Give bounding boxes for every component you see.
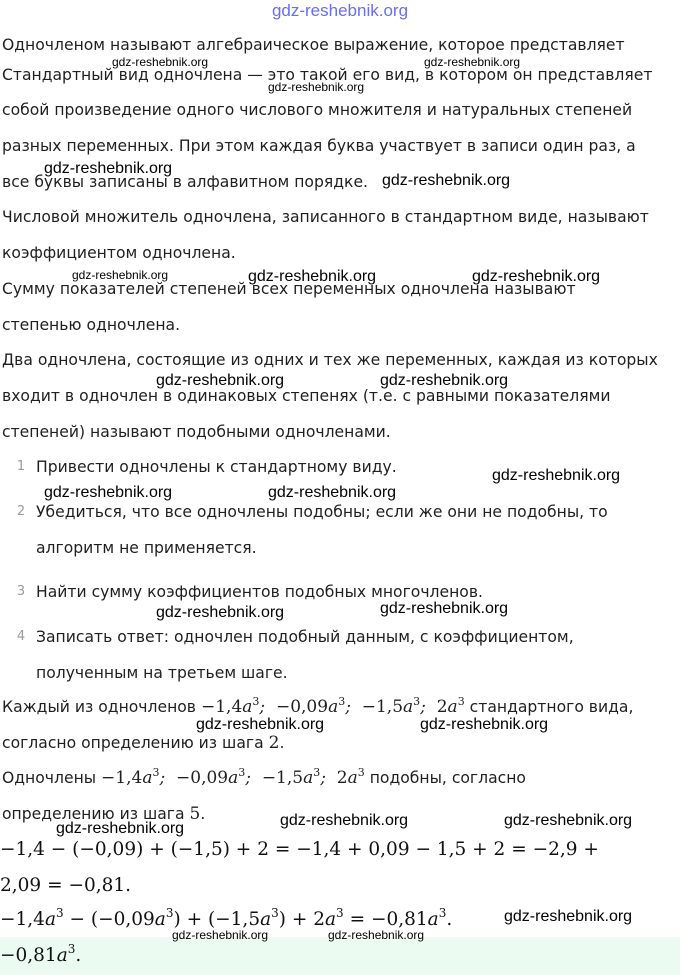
answer-line: $-0,81a^3$. xyxy=(0,942,82,966)
step-number: 1 xyxy=(16,459,26,474)
expression-line: $-1,4a^3 - (-0,09a^3) + (-1,5a^3) + 2a^3 = -0,81a^3$. xyxy=(0,906,453,930)
step-text: Записать ответ: одночлен подобный данным, с коэффициентом, xyxy=(36,628,574,646)
watermark: gdz-reshebnik.org xyxy=(196,716,325,733)
calculation-line: 2,09 = −0,81. xyxy=(0,875,132,896)
watermark: gdz-reshebnik.org xyxy=(268,484,397,501)
watermark: gdz-reshebnik.org xyxy=(44,484,173,501)
watermark: gdz-reshebnik.org xyxy=(56,820,185,837)
step-number: 4 xyxy=(16,629,26,644)
definition-line: коэффициентом одночлена. xyxy=(2,244,236,262)
watermark: gdz-reshebnik.org xyxy=(72,268,169,282)
step-number: 2 xyxy=(16,504,26,519)
watermark: gdz-reshebnik.org xyxy=(492,467,621,484)
definition-line: степенью одночлена. xyxy=(2,316,181,334)
watermark: gdz-reshebnik.org xyxy=(172,928,269,942)
step-text: алгоритм не применяется. xyxy=(36,539,257,557)
watermark: gdz-reshebnik.org xyxy=(280,812,409,829)
definition-line: разных переменных. При этом каждая буква участвует в записи один раз, а xyxy=(2,137,636,155)
watermark: gdz-reshebnik.org xyxy=(248,268,377,285)
solution-line: определению из шага 5. xyxy=(2,804,206,824)
watermark: gdz-reshebnik.org xyxy=(504,908,633,925)
definition-line: Сумму показателей степеней всех переменных одночлена называют xyxy=(2,280,576,298)
definition-line: Стандартный вид одночлена — это такой его вид, в котором он представляет xyxy=(2,66,653,84)
watermark: gdz-reshebnik.org xyxy=(504,812,633,829)
watermark: gdz-reshebnik.org xyxy=(380,372,509,389)
watermark: gdz-reshebnik.org xyxy=(472,268,601,285)
watermark: gdz-reshebnik.org xyxy=(328,928,425,942)
watermark: gdz-reshebnik.org xyxy=(156,372,285,389)
step-text: Убедиться, что все одночлены подобны; если же они не подобны, то xyxy=(36,503,608,521)
definition-line: собой произведение одного числового множителя и натуральных степеней xyxy=(2,101,633,119)
definition-line: степеней) называют подобными одночленами. xyxy=(2,423,391,441)
solution-line: Одночлены $-1,4a^3$; $-0,09a^3$; $-1,5a^3$; $2a^3$ подобны, согласно xyxy=(2,766,526,788)
solution-line: Каждый из одночленов $-1,4a^3$; $-0,09a^3$; $-1,5a^3$; $2a^3$ стандартного вида, xyxy=(2,695,634,717)
watermark: gdz-reshebnik.org xyxy=(424,55,521,69)
watermark: gdz-reshebnik.org xyxy=(44,160,173,177)
definition-line: входит в одночлен в одинаковых степенях (т.е. с равными показателями xyxy=(2,387,611,405)
watermark: gdz-reshebnik.org xyxy=(382,172,511,189)
site-link[interactable]: gdz-reshebnik.org xyxy=(271,1,409,20)
watermark: gdz-reshebnik.org xyxy=(156,604,285,621)
watermark: gdz-reshebnik.org xyxy=(420,716,549,733)
definition-line: все буквы записаны в алфавитном порядке. xyxy=(2,173,368,191)
watermark: gdz-reshebnik.org xyxy=(112,55,209,69)
definition-line: Одночленом называют алгебраическое выражение, которое представляет xyxy=(2,36,625,54)
answer-box xyxy=(0,937,680,975)
step-text: полученным на третьем шаге. xyxy=(36,664,288,682)
watermark: gdz-reshebnik.org xyxy=(268,80,365,94)
step-text: Привести одночлены к стандартному виду. xyxy=(36,458,397,476)
solution-line: согласно определению из шага 2. xyxy=(2,733,285,753)
step-text: Найти сумму коэффициентов подобных многочленов. xyxy=(36,583,483,601)
calculation-line: −1,4 − (−0,09) + (−1,5) + 2 = −1,4 + 0,09 − 1,5 + 2 = −2,9 + xyxy=(0,839,599,860)
definition-line: Числовой множитель одночлена, записанного в стандартном виде, называют xyxy=(2,208,649,226)
watermark: gdz-reshebnik.org xyxy=(380,600,509,617)
step-number: 3 xyxy=(16,584,26,599)
definition-line: Два одночлена, состоящие из одних и тех же переменных, каждая из которых xyxy=(2,351,658,369)
